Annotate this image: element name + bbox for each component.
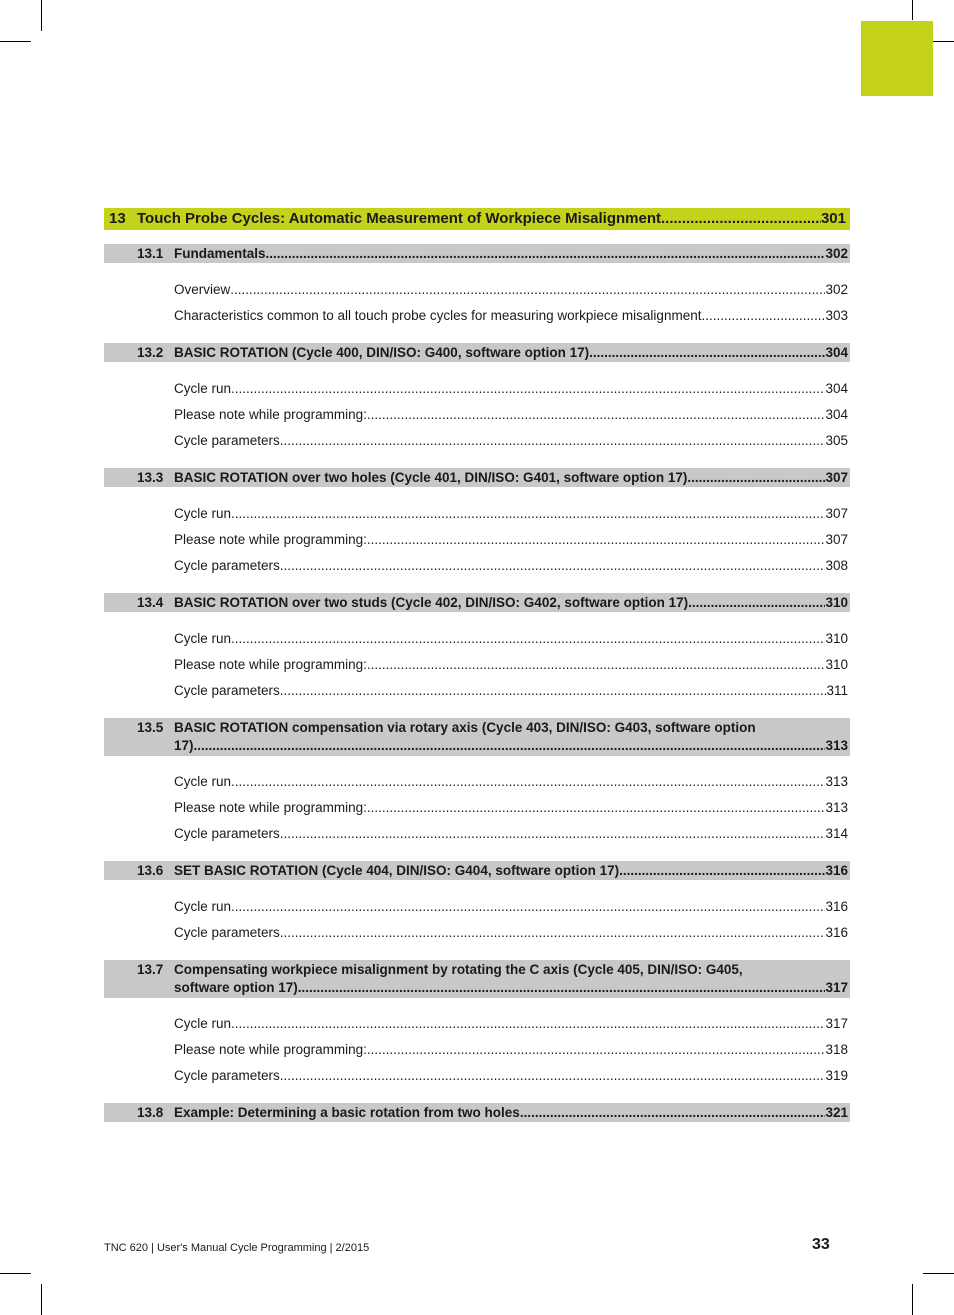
entry-title: Cycle parameters — [174, 826, 280, 841]
toc-entry[interactable] — [174, 656, 848, 674]
toc-entry[interactable] — [174, 1067, 848, 1085]
crop-mark — [912, 1284, 913, 1315]
section-title: Fundamentals — [174, 246, 266, 261]
section-number: 13.8 — [137, 1105, 164, 1120]
section-title-line2: software option 17) — [174, 980, 298, 995]
section-number: 13.1 — [137, 246, 164, 261]
entry-title: Please note while programming: — [174, 800, 367, 815]
crop-mark — [41, 0, 42, 31]
leader-dots — [520, 1104, 826, 1122]
entry-title: Cycle run — [174, 774, 232, 789]
entry-page: 307 — [825, 532, 848, 547]
section-page: 310 — [825, 595, 848, 610]
toc-entry[interactable] — [174, 307, 848, 325]
toc-section-13-6[interactable] — [104, 861, 850, 880]
entry-page: 308 — [825, 558, 848, 573]
section-title: Example: Determining a basic rotation from two holes — [174, 1105, 520, 1120]
toc-entry[interactable] — [174, 406, 848, 424]
entry-page: 311 — [826, 683, 848, 698]
section-title: SET BASIC ROTATION (Cycle 404, DIN/ISO: G404, software option 17) — [174, 863, 620, 878]
toc-entry[interactable] — [174, 1015, 848, 1033]
leader-dots — [230, 281, 825, 299]
entry-page: 304 — [825, 381, 848, 396]
entry-page: 310 — [825, 657, 848, 672]
entry-title: Cycle run — [174, 899, 232, 914]
entry-title: Overview — [174, 282, 231, 297]
entry-title: Cycle parameters — [174, 683, 280, 698]
leader-dots — [266, 245, 826, 263]
leader-dots — [280, 557, 826, 575]
toc-section-13-4[interactable] — [104, 593, 850, 612]
leader-dots — [280, 1067, 826, 1085]
entry-title: Characteristics common to all touch probe cycles for measuring workpiece misalignment — [174, 308, 702, 323]
section-number: 13.2 — [137, 345, 164, 360]
toc-entry[interactable] — [174, 825, 848, 843]
leader-dots — [367, 1041, 826, 1059]
entry-page: 305 — [825, 433, 848, 448]
footer-text: TNC 620 | User's Manual Cycle Programming | 2/2015 — [104, 1242, 370, 1254]
toc-chapter-13[interactable] — [104, 208, 850, 230]
section-number: 13.7 — [137, 962, 164, 977]
entry-title: Cycle parameters — [174, 1068, 280, 1083]
section-page: 302 — [825, 246, 848, 261]
toc-entry[interactable] — [174, 630, 848, 648]
entry-title: Cycle parameters — [174, 558, 280, 573]
section-page: 317 — [825, 980, 848, 995]
entry-title: Please note while programming: — [174, 1042, 367, 1057]
section-title: BASIC ROTATION (Cycle 400, DIN/ISO: G400, software option 17) — [174, 345, 590, 360]
entry-title: Cycle run — [174, 381, 232, 396]
section-title: BASIC ROTATION over two holes (Cycle 401, DIN/ISO: G401, software option 17) — [174, 470, 688, 485]
leader-dots — [661, 208, 821, 230]
leader-dots — [280, 924, 826, 942]
chapter-number: 13 — [109, 210, 126, 227]
entry-page: 307 — [825, 506, 848, 521]
toc-section-13-5[interactable] — [104, 718, 850, 756]
leader-dots — [194, 737, 826, 755]
entry-title: Please note while programming: — [174, 657, 367, 672]
toc-entry[interactable] — [174, 1041, 848, 1059]
entry-page: 319 — [825, 1068, 848, 1083]
leader-dots — [231, 773, 825, 791]
crop-mark — [0, 1273, 31, 1274]
toc-entry[interactable] — [174, 531, 848, 549]
entry-title: Please note while programming: — [174, 407, 367, 422]
chapter-title: Touch Probe Cycles: Automatic Measurement of Workpiece Misalignment — [137, 210, 661, 227]
section-number: 13.6 — [137, 863, 164, 878]
entry-page: 313 — [825, 800, 848, 815]
section-title-line2: 17) — [174, 738, 194, 753]
toc-entry[interactable] — [174, 799, 848, 817]
toc-section-13-8[interactable] — [104, 1103, 850, 1122]
section-title: BASIC ROTATION over two studs (Cycle 402, DIN/ISO: G402, software option 17) — [174, 595, 689, 610]
entry-page: 304 — [825, 407, 848, 422]
crop-mark — [0, 41, 31, 42]
leader-dots — [298, 979, 826, 997]
entry-page: 318 — [825, 1042, 848, 1057]
toc-entry[interactable] — [174, 924, 848, 942]
entry-title: Cycle run — [174, 506, 232, 521]
entry-page: 314 — [825, 826, 848, 841]
chapter-tab — [861, 21, 933, 96]
section-number: 13.3 — [137, 470, 164, 485]
section-title-line1: Compensating workpiece misalignment by rotating the C axis (Cycle 405, DIN/ISO: G405, — [174, 962, 743, 977]
leader-dots — [231, 630, 825, 648]
section-number: 13.5 — [137, 720, 164, 735]
leader-dots — [280, 432, 826, 450]
toc-section-13-7[interactable] — [104, 960, 850, 998]
entry-title: Please note while programming: — [174, 532, 367, 547]
section-page: 313 — [825, 738, 848, 753]
entry-page: 316 — [825, 925, 848, 940]
section-page: 316 — [825, 863, 848, 878]
section-page: 321 — [825, 1105, 848, 1120]
crop-mark — [912, 0, 913, 20]
leader-dots — [701, 307, 825, 325]
toc-entry[interactable] — [174, 898, 848, 916]
toc-entry[interactable] — [174, 557, 848, 575]
leader-dots — [280, 825, 826, 843]
entry-page: 317 — [825, 1016, 848, 1031]
entry-page: 316 — [825, 899, 848, 914]
entry-page: 313 — [825, 774, 848, 789]
section-page: 307 — [825, 470, 848, 485]
leader-dots — [619, 862, 825, 880]
leader-dots — [231, 505, 825, 523]
crop-mark — [923, 1273, 954, 1274]
leader-dots — [231, 898, 825, 916]
toc-section-13-1[interactable] — [104, 244, 850, 263]
entry-title: Cycle run — [174, 631, 232, 646]
leader-dots — [367, 531, 826, 549]
toc-section-13-3[interactable] — [104, 468, 850, 487]
toc-entry[interactable] — [174, 380, 848, 398]
entry-page: 310 — [825, 631, 848, 646]
entry-page: 302 — [825, 282, 848, 297]
crop-mark — [41, 1284, 42, 1315]
toc-section-13-2[interactable] — [104, 343, 850, 362]
leader-dots — [231, 1015, 825, 1033]
entry-title: Cycle parameters — [174, 925, 280, 940]
leader-dots — [589, 344, 825, 362]
toc-entry[interactable] — [174, 505, 848, 523]
toc-entry[interactable] — [174, 281, 848, 299]
leader-dots — [280, 682, 827, 700]
entry-page: 303 — [825, 308, 848, 323]
toc-entry[interactable] — [174, 432, 848, 450]
section-title-line1: BASIC ROTATION compensation via rotary axis (Cycle 403, DIN/ISO: G403, software option — [174, 720, 756, 735]
toc-entry[interactable] — [174, 682, 848, 700]
leader-dots — [231, 380, 825, 398]
section-page: 304 — [825, 345, 848, 360]
chapter-page: 301 — [820, 210, 846, 227]
leader-dots — [367, 799, 826, 817]
entry-title: Cycle parameters — [174, 433, 280, 448]
leader-dots — [367, 656, 826, 674]
toc-entry[interactable] — [174, 773, 848, 791]
page-number: 33 — [812, 1236, 830, 1253]
leader-dots — [688, 594, 825, 612]
leader-dots — [367, 406, 826, 424]
section-number: 13.4 — [137, 595, 164, 610]
leader-dots — [687, 469, 825, 487]
entry-title: Cycle run — [174, 1016, 232, 1031]
